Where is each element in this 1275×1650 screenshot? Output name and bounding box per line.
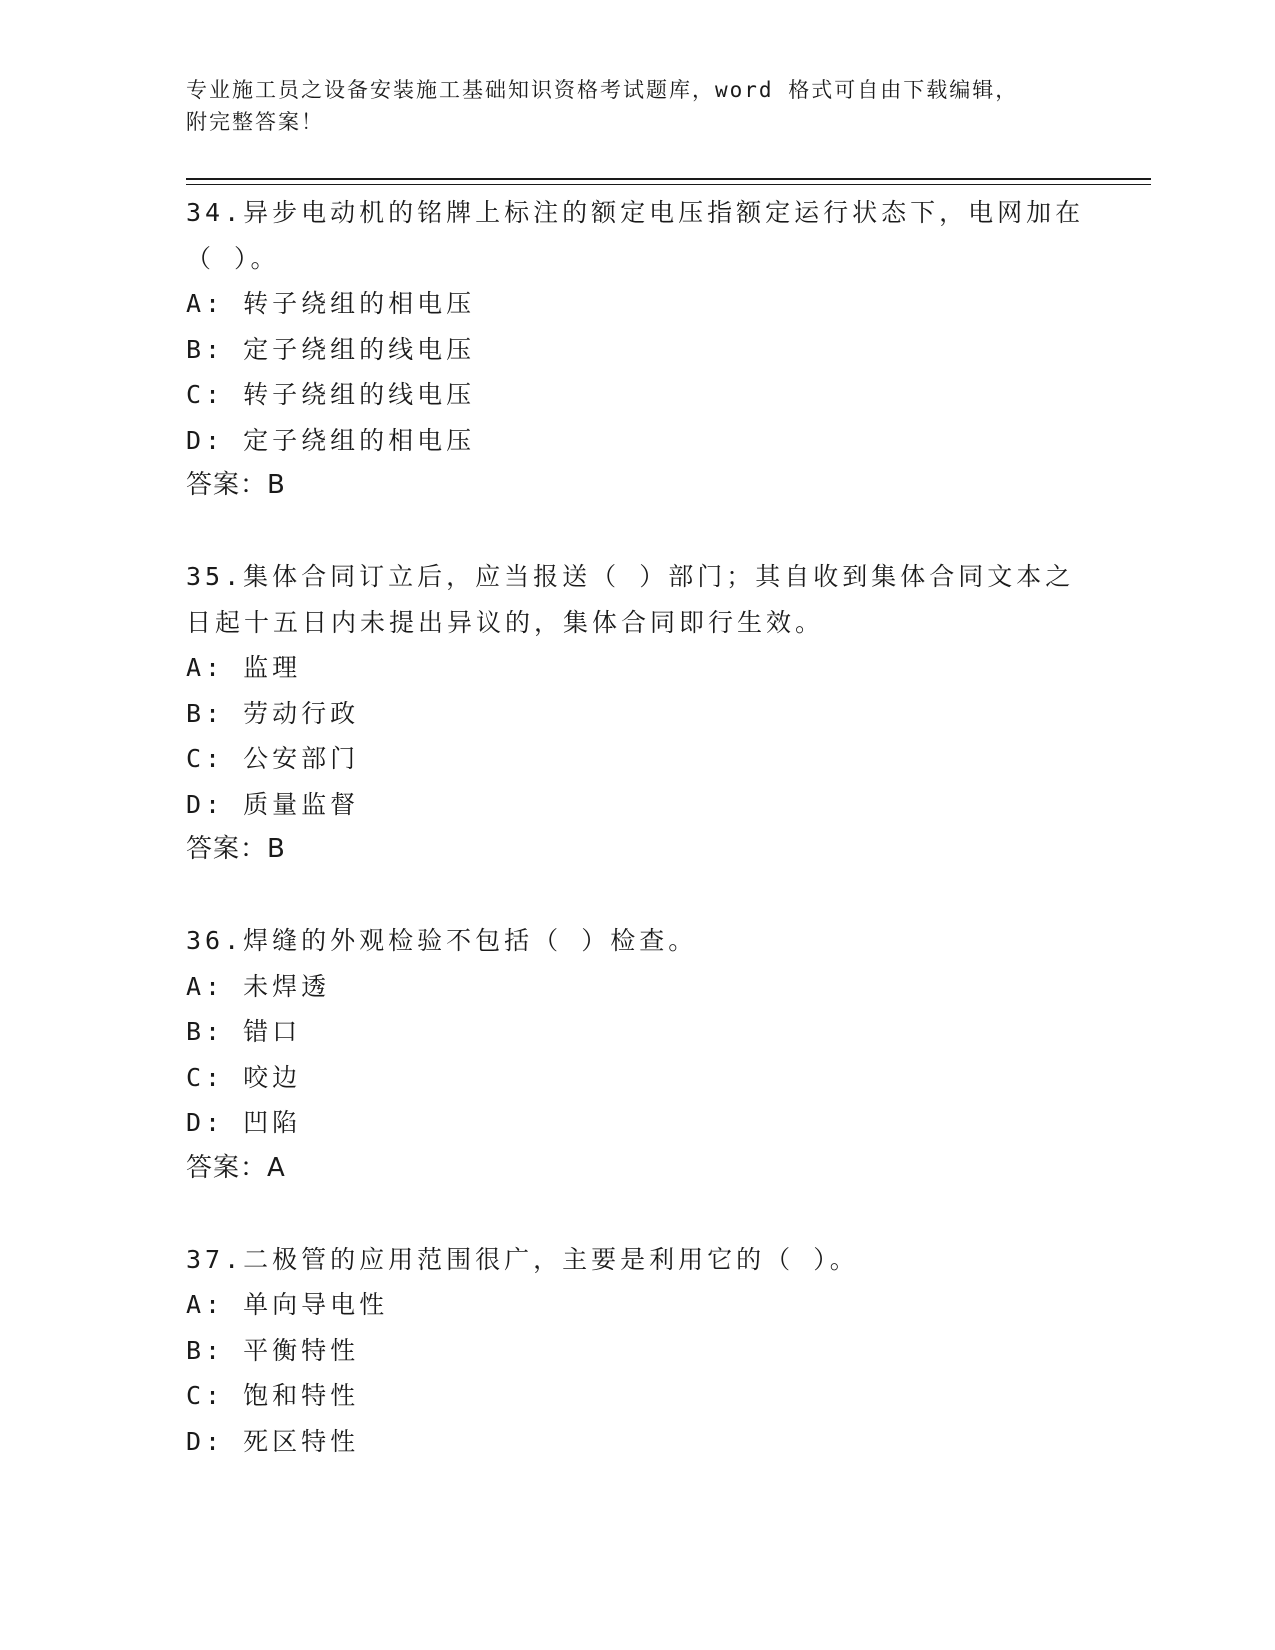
question-stem: 37.二极管的应用范围很广，主要是利用它的（ ）。 [186,1244,859,1274]
question-list [186,190,1086,1464]
option-a: A: 单向导电性 [186,1290,389,1319]
option-c: C: 公安部门 [186,744,360,773]
option-b: B: 平衡特性 [186,1335,360,1365]
question-spacer [186,509,1086,555]
answer: 答案：B [186,470,286,500]
header-divider-thick [186,178,1151,180]
header-line-1: 专业施工员之设备安装施工基础知识资格考试题库，word 格式可自由下载编辑， [186,78,1019,102]
question-34 [186,190,1086,509]
question-36 [186,918,1086,1191]
question-stem: 日起十五日内未提出异议的，集体合同即行生效。 [186,607,825,637]
option-b: B: 劳动行政 [186,698,360,728]
question-stem: 36.焊缝的外观检验不包括（ ）检查。 [186,926,698,955]
question-spacer [186,873,1086,919]
option-d: D: 质量监督 [186,789,360,819]
option-b: B: 定子绕组的线电压 [186,334,476,364]
question-spacer [186,1191,1086,1237]
option-a: A: 转子绕组的相电压 [186,289,476,318]
option-c: C: 转子绕组的线电压 [186,380,476,409]
option-b: B: 错口 [186,1017,302,1046]
question-35 [186,554,1086,873]
header-divider-thin [186,184,1151,185]
question-stem: 35.集体合同订立后，应当报送（ ）部门；其自收到集体合同文本之 [186,562,1075,591]
question-37 [186,1237,1086,1465]
question-stem: 34.异步电动机的铭牌上标注的额定电压指额定运行状态下，电网加在 [186,198,1085,227]
answer: 答案：A [186,1152,286,1183]
document-header [186,74,1086,138]
header-line-2: 附完整答案！ [186,110,324,134]
answer: 答案：B [186,834,286,864]
option-d: D: 死区特性 [186,1426,360,1456]
option-a: A: 未焊透 [186,971,331,1001]
option-c: C: 咬边 [186,1062,302,1092]
option-c: C: 饱和特性 [186,1381,360,1410]
option-a: A: 监理 [186,653,302,682]
option-d: D: 凹陷 [186,1108,302,1137]
option-d: D: 定子绕组的相电压 [186,425,476,455]
question-stem: （ ）。 [186,243,280,273]
